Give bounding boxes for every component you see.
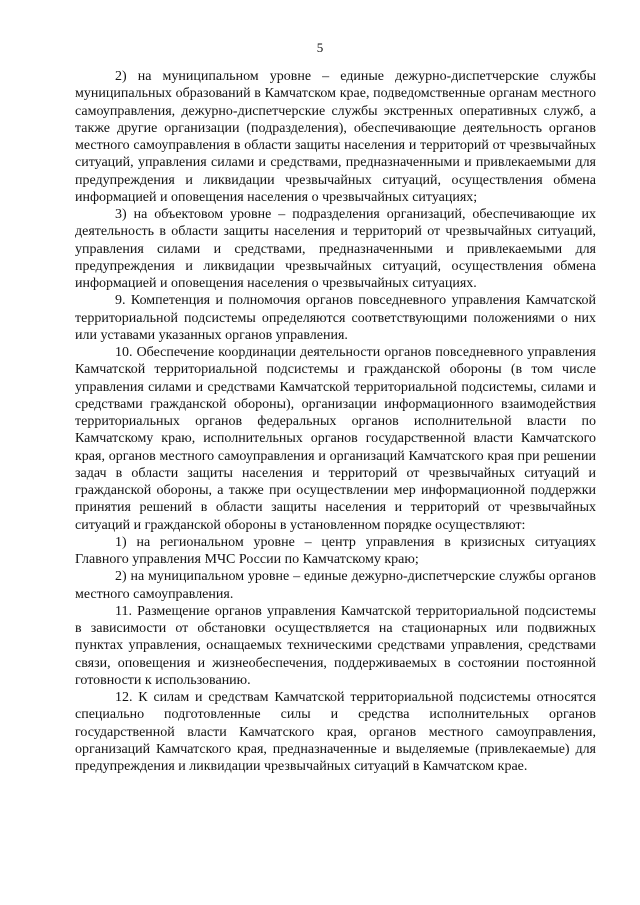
paragraph-item-9: 9. Компетенция и полномочия органов повседневного управления Камчатской территориальной подсистемы определяются соответствующими положениями о них или уставами указанных органов управления. [75,293,596,343]
paragraph-municipal-level-dds: 2) на муниципальном уровне – единые дежурно-диспетчерские службы органов местного самоуправления. [75,569,596,602]
paragraph-object-level: 3) на объектовом уровне – подразделения организаций, обеспечивающие их деятельность в области защиты населения и территорий от чрезвычайных ситуаций, управления силами и средствами, предназначенными и привлекаемыми для предупреждения и ликвидации чрезвычайных ситуаций, осуществления обмена информацией и оповещения населения о чрезвычайных ситуациях. [75,207,596,291]
paragraph-municipal-level: 2) на муниципальном уровне – единые дежурно-диспетчерские службы муниципальных образований в Камчатском крае, подведомственные органам местного самоуправления, дежурно-диспетчерские службы экстренных оперативных служб, а также другие организации (подразделения), обеспечивающие деятельность органов местного самоуправления в области защиты населения и территорий от чрезвычайных ситуаций, управления силами и средствами, предназначенными и привлекаемыми для предупреждения и ликвидации чрезвычайных ситуаций, осуществления обмена информацией и оповещения населения о чрезвычайных ситуациях; [75,69,596,205]
page-number: 5 [316,40,324,55]
paragraph-item-12: 12. К силам и средствам Камчатской территориальной подсистемы относятся специально подготовленные силы и средства исполнительных органов государственной власти Камчатского края, органов местного самоуправления, организаций Камчатского края, предназначенные и выделяемые (привлекаемые) для предупреждения и ликвидации чрезвычайных ситуаций в Камчатском крае. [75,690,596,774]
paragraph-item-10: 10. Обеспечение координации деятельности органов повседневного управления Камчатской территориальной подсистемы и гражданской обороны (в том числе управления силами и средствами Камчатской территориальной подсистемы, силами и средствами гражданской обороны), организации информационного взаимодействия территориальных органов федеральных органов исполнительной власти по Камчатскому краю, исполнительных органов государственной власти Камчатского края, органов местного самоуправления и организаций Камчатского края при решении задач в области защиты населения и территорий от чрезвычайных ситуаций и гражданской обороны, а также при осуществлении мер информационной поддержки принятия решений в области защиты населения и территорий от чрезвычайных ситуаций и гражданской обороны в установленном порядке осуществляют: [75,345,596,533]
paragraph-regional-level: 1) на региональном уровне – центр управления в кризисных ситуациях Главного управления МЧС России по Камчатскому краю; [75,534,596,567]
paragraph-item-11: 11. Размещение органов управления Камчатской территориальной подсистемы в зависимости от обстановки осуществляется на стационарных или подвижных пунктах управления, оснащаемых техническими средствами управления, средствами связи, оповещения и жизнеобеспечения, поддерживаемых в состоянии постоянной готовности к использованию. [75,603,596,688]
document-body [75,68,596,775]
